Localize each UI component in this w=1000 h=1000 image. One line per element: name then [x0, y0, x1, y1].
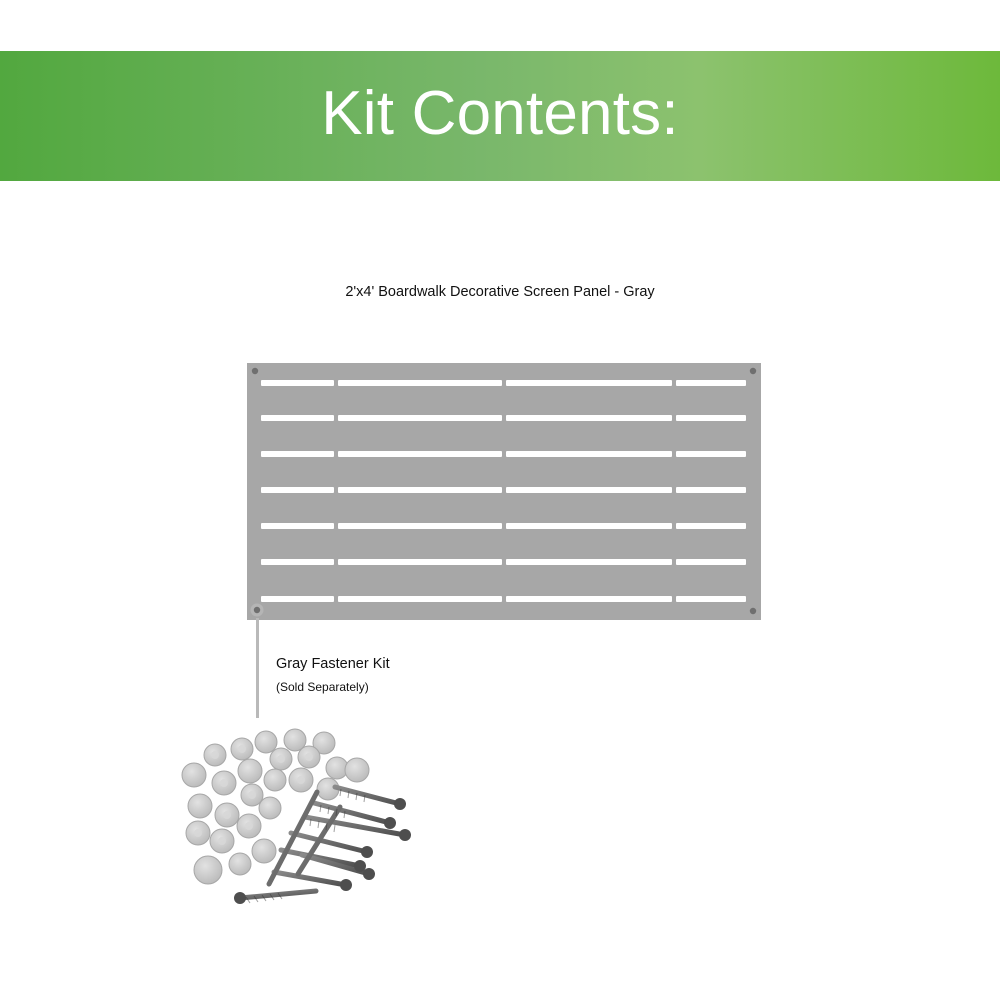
- page-title: Kit Contents:: [321, 78, 679, 148]
- fastener-connector-line: [256, 618, 259, 718]
- fastener-kit-icon: [170, 725, 430, 915]
- panel-caption: 2'x4' Boardwalk Decorative Screen Panel - Gray: [345, 284, 655, 300]
- screen-panel-icon: [247, 363, 761, 620]
- fastener-kit-label: Gray Fastener Kit: [276, 656, 390, 672]
- fastener-kit-note: (Sold Separately): [276, 680, 369, 694]
- header-banner: [0, 51, 1000, 181]
